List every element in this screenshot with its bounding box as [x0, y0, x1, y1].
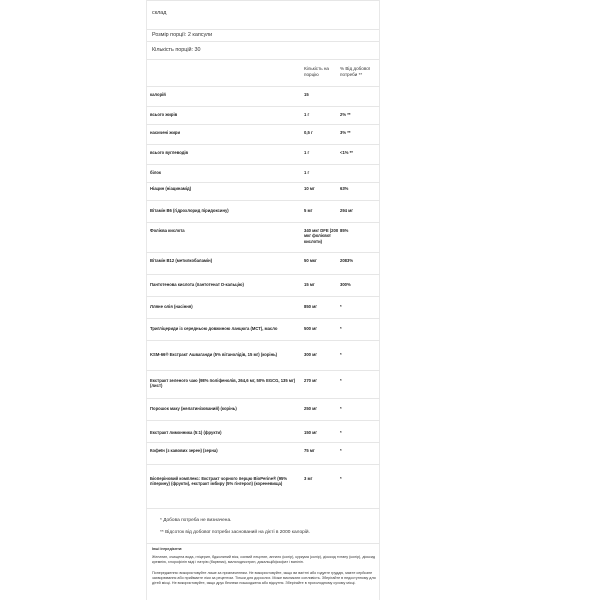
nutrient-amount: 150 мг	[304, 430, 317, 435]
divider	[147, 29, 379, 30]
nutrient-amount: 15	[304, 92, 309, 97]
nutrient-daily-value: *	[340, 378, 342, 383]
nutrient-daily-value: *	[340, 406, 342, 411]
other-ingredients-text: Желатин, очищена вода, гліцерин, бджолиний віск, соєвий лецитин, аннато (колір), куркума (колір), діоксид титану (колір), діоксид кремнію, хлорофілін міді і натрію (барвник), мальтодекстрин, дикальційфосфат і ванілін.	[152, 555, 376, 565]
other-ingredients-title: Інші інгредієнти:	[152, 547, 183, 551]
nutrient-daily-value: *	[340, 476, 342, 481]
nutrient-name: всього жирів	[150, 112, 178, 117]
divider	[146, 420, 380, 421]
nutrient-amount: 1 г	[304, 112, 310, 117]
divider	[147, 0, 379, 1]
nutrient-daily-value: *	[340, 430, 342, 435]
nutrient-daily-value: 63%	[340, 186, 349, 191]
nutrient-daily-value: 2083%	[340, 258, 354, 263]
nutrient-amount: 75 мг	[304, 448, 315, 453]
nutrient-name: Вітамін B12 (метилкобаламін)	[150, 258, 213, 263]
nutrient-amount: 10 мг	[304, 186, 315, 191]
nutrient-name: Фолієва кислота	[150, 228, 185, 233]
nutrient-name: Вітамін B6 (гідрохлорид піридоксину)	[150, 208, 229, 213]
nutrient-daily-value: 2% **	[340, 112, 351, 117]
nutrient-amount: 300 мг	[304, 352, 317, 357]
serving-size: Розмір порції: 2 капсули	[152, 32, 213, 38]
nutrient-name: Екстракт лимонника (5:1) (фрукти)	[150, 430, 222, 435]
divider	[146, 124, 380, 125]
nutrient-daily-value: *	[340, 326, 342, 331]
divider	[146, 318, 380, 319]
divider	[146, 182, 380, 183]
divider	[146, 296, 380, 297]
nutrient-amount: 0,5 г	[304, 130, 313, 135]
servings-count: Кількість порцій: 30	[152, 47, 201, 53]
nutrient-name: всього вуглеводів	[150, 150, 189, 155]
nutrient-amount: 1 г	[304, 170, 310, 175]
nutrient-amount: 250 мг	[304, 406, 317, 411]
divider	[146, 398, 380, 399]
nutrient-daily-value: 300%	[340, 282, 351, 287]
divider	[146, 464, 380, 465]
nutrient-name: Лляне олія (насіння)	[150, 304, 193, 309]
nutrient-daily-value: *	[340, 448, 342, 453]
nutrient-amount: 270 мг	[304, 378, 317, 383]
divider	[146, 508, 380, 509]
divider	[146, 252, 380, 253]
nutrient-name: насичені жири	[150, 130, 181, 135]
nutrient-name: Ніацин (ніацинамід)	[150, 186, 192, 191]
nutrient-name: калорій	[150, 92, 166, 97]
nutrient-daily-value: *	[340, 304, 342, 309]
divider	[146, 86, 380, 87]
nutrient-amount: 850 мг	[304, 304, 317, 309]
divider	[146, 222, 380, 223]
divider	[146, 442, 380, 443]
divider	[146, 106, 380, 107]
warning-text: Попередження: використовуйте лише за призначенням. Не використовуйте, якщо ви вагітні або годуєте груддю, маєте серйозне захворювання або приймаєте ліки за рецептом. Тільки для дорослих. Може викликати сонливість. Зберігайте в недоступному для дітей місці. Не використовуйте, якщо друк безпеки пошкоджена або відсутня. Зберігайте в прохолодному сухому місці.	[152, 571, 376, 586]
nutrient-amount: 50 мкг	[304, 258, 317, 263]
nutrient-name: KSM-66® Екстракт Ашваганди (5% вітанолідів, 15 мг) (корінь)	[150, 352, 278, 357]
nutrient-amount: 1 г	[304, 150, 310, 155]
nutrient-amount: 500 мг	[304, 326, 317, 331]
divider	[146, 200, 380, 201]
nutrient-daily-value: 3% **	[340, 130, 351, 135]
divider	[147, 59, 379, 60]
divider	[146, 543, 380, 544]
nutrient-name: Кофеїн (з кавових зерен) (зерна)	[150, 448, 218, 453]
nutrient-daily-value: 85%	[340, 228, 349, 233]
nutrient-daily-value: <1% **	[340, 150, 353, 155]
nutrient-daily-value: 294 мг	[340, 208, 353, 213]
nutrient-name: Порошок маку (желатинізований) (корінь)	[150, 406, 237, 411]
divider	[146, 340, 380, 341]
nutrient-amount: 3 мг	[304, 476, 313, 481]
footnote-daily-value-basis: ** Відсоток від добової потреби заснований на дієті в 2000 калорій.	[160, 530, 310, 535]
supplement-facts-panel	[146, 0, 380, 600]
column-header-amount: Кількість на порцію	[304, 66, 329, 77]
nutrient-amount: 340 мкг DFE (200 мкг фолієвої кислоти)	[304, 228, 339, 244]
nutrient-name: Екстракт зеленого чаю (98% поліфенолів, 264,6 мг, 50% EGCG, 135 мг) (лист)	[150, 378, 296, 389]
nutrient-name: Пантотенова кислота (пантотенат D-кальцію)	[150, 282, 244, 287]
nutrient-amount: 5 мг	[304, 208, 313, 213]
nutrient-amount: 15 мг	[304, 282, 315, 287]
divider	[146, 164, 380, 165]
column-header-daily-value: % Від добової потреби **	[340, 66, 371, 77]
footnote-not-established: * Добова потреба не визначена.	[160, 518, 232, 523]
section-title: склад	[152, 10, 167, 16]
divider	[146, 370, 380, 371]
nutrient-daily-value: *	[340, 352, 342, 357]
nutrient-name: Тригліцериди із середньою довжиною ланцюга (МСТ), масло	[150, 326, 278, 331]
divider	[147, 41, 379, 42]
divider	[146, 144, 380, 145]
divider	[146, 274, 380, 275]
nutrient-name: білок	[150, 170, 162, 175]
nutrient-name: Біоперіновий комплекс: Екстракт чорного перцю BioPerine® (95% піперину) (фрукти), екстракт імбиру (5% гінгерол) (кореневища)	[150, 476, 288, 487]
